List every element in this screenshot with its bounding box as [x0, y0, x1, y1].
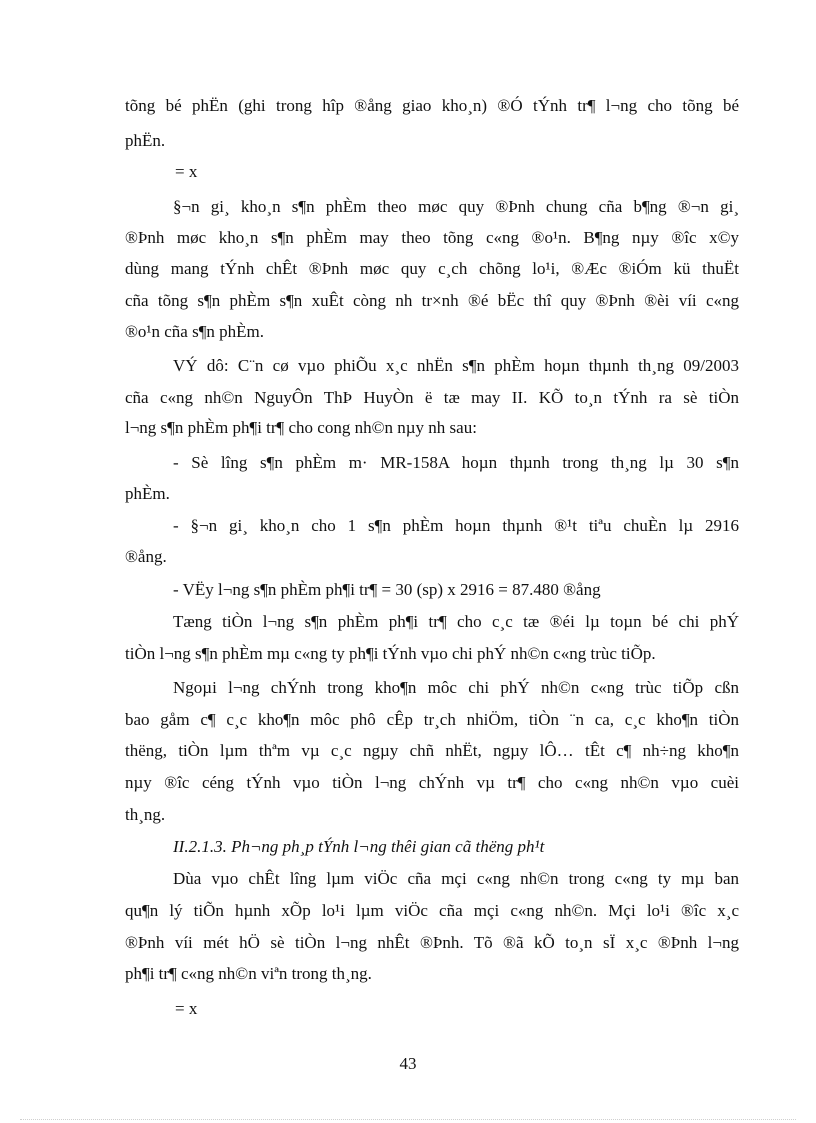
text-line: phËn. [125, 131, 166, 150]
text-line: Ngoµi l¬ng chÝnh trong kho¶n môc chi phÝ nh©n c«ng trùc tiÕp cßn [173, 678, 739, 697]
text-line: - §¬n gi¸ kho¸n cho 1 s¶n phÈm hoµn thµnh ®¹t tiªu chuÈn lµ 2916 [173, 516, 739, 535]
text-line: VÝ dô: C¨n cø vµo phiÕu x¸c nhËn s¶n phÈm hoµn thµnh th¸ng 09/2003 [173, 356, 739, 375]
text-line: §¬n gi¸ kho¸n s¶n phÈm theo møc quy ®Þnh chung cña b¶ng ®¬n gi¸ [173, 197, 739, 216]
section-heading: II.2.1.3. Ph¬ng ph¸p tÝnh l¬ng thêi gian cã thëng ph¹t [173, 837, 545, 856]
text-line: ®o¹n cña s¶n phÈm. [125, 322, 265, 341]
text-line: phÈm. [125, 484, 170, 503]
text-line: - VËy l¬ng s¶n phÈm ph¶i tr¶ = 30 (sp) x 2916 = 87.480 ®ång [173, 580, 601, 599]
formula-line: = x [175, 999, 198, 1018]
text-line: nµy ®îc céng tÝnh vµo tiÒn l¬ng chÝnh vµ tr¶ cho c«ng nh©n vµo cuèi [125, 773, 739, 792]
text-line: cña c«ng nh©n NguyÔn ThÞ HuyÒn ë tæ may II. KÕ to¸n tÝnh ra sè tiÒn [125, 388, 739, 407]
page-number: 43 [399, 1054, 417, 1073]
text-line: qu¶n lý tiÕn hµnh xÕp lo¹i lµm viÖc cña mçi c«ng nh©n. Mçi lo¹i ®îc x¸c [125, 901, 739, 920]
text-line: ph¶i tr¶ c«ng nh©n viªn trong th¸ng. [125, 964, 372, 983]
text-line: l¬ng s¶n phÈm ph¶i tr¶ cho cong nh©n nµy nh sau: [125, 418, 477, 437]
text-line: dùng mang tÝnh chÊt ®Þnh møc quy c¸ch chõng lo¹i, ®Æc ®iÓm kü thuËt [125, 259, 739, 278]
formula-line: = x [175, 162, 198, 181]
text-line: ®Þnh víi mét hÖ sè tiÒn l¬ng nhÊt ®Þnh. Tõ ®ã kÕ to¸n sÏ x¸c ®Þnh l¬ng [125, 933, 739, 952]
text-line: Tæng tiÒn l¬ng s¶n phÈm ph¶i tr¶ cho c¸c tæ ®éi lµ toµn bé chi phÝ [173, 612, 739, 631]
text-line: tiÒn l¬ng s¶n phÈm mµ c«ng ty ph¶i tÝnh vµo chi phÝ nh©n c«ng trùc tiÕp. [125, 644, 656, 663]
text-line: th¸ng. [125, 805, 166, 824]
page-bottom-rule [20, 1119, 796, 1120]
text-line: ®ång. [125, 547, 167, 566]
text-line: bao gåm c¶ c¸c kho¶n môc phô cÊp tr¸ch nhiÖm, tiÒn ¨n ca, c¸c kho¶n tiÒn [125, 710, 739, 729]
text-line: thëng, tiÒn lµm thªm vµ c¸c ngµy chñ nhËt, ngµy lÔ… tÊt c¶ nh÷ng kho¶n [125, 741, 739, 760]
text-line: - Sè lîng s¶n phÈm m· MR-158A hoµn thµnh trong th¸ng lµ 30 s¶n [173, 453, 739, 472]
text-line: Dùa vµo chÊt lîng lµm viÖc cña mçi c«ng nh©n trong c«ng ty mµ ban [173, 869, 739, 888]
text-line: tõng bé phËn (ghi trong hîp ®ång giao kho¸n) ®Ó tÝnh tr¶ l¬ng cho tõng bé [125, 96, 739, 115]
text-line: ®Þnh møc kho¸n s¶n phÈm may theo tõng c«ng ®o¹n. B¶ng nµy ®îc x©y [125, 228, 739, 247]
text-line: cña tõng s¶n phÈm s¶n xuÊt còng nh tr×nh ®é bËc thî quy ®Þnh ®èi víi c«ng [125, 291, 739, 310]
